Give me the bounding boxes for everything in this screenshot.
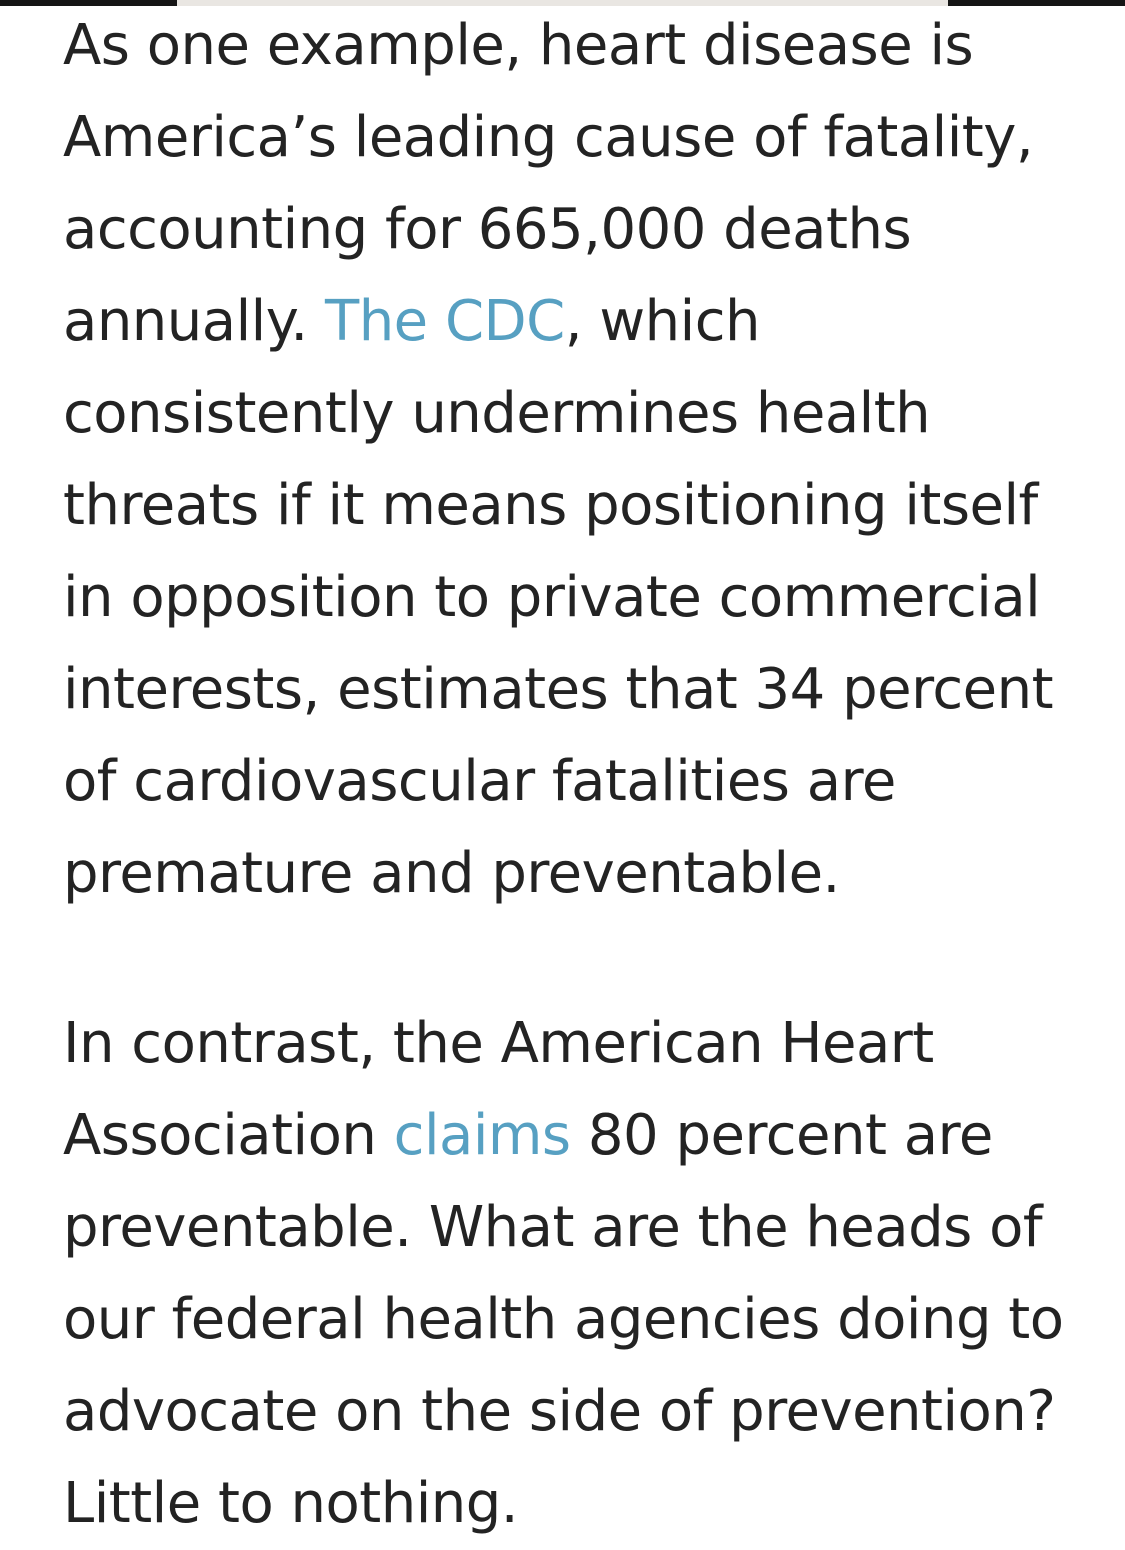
text-run: annually.: [63, 289, 325, 354]
text-run: As one example, heart disease is: [63, 13, 974, 78]
text-run: America’s leading cause of fatality,: [63, 105, 1034, 170]
top-bar-segment-middle-gray: [177, 0, 948, 6]
text-line: [63, 368, 1085, 460]
paragraph-1: [63, 0, 1085, 920]
top-bar-segment-left-black: [0, 0, 177, 6]
text-run: In contrast, the American Heart: [63, 1011, 934, 1076]
text-run: accounting for 665,000 deaths: [63, 197, 912, 262]
text-line: [63, 1274, 1085, 1366]
text-line: [63, 552, 1085, 644]
claims-link[interactable]: claims: [393, 1103, 571, 1168]
text-line: [63, 0, 1085, 92]
text-line: [63, 460, 1085, 552]
text-line: [63, 184, 1085, 276]
text-run: preventable. What are the heads of: [63, 1195, 1043, 1260]
text-line: [63, 276, 1085, 368]
text-line: [63, 1090, 1085, 1182]
text-line: [63, 1458, 1085, 1550]
text-line: [63, 644, 1085, 736]
text-line: [63, 998, 1085, 1090]
text-run: in opposition to private commercial: [63, 565, 1041, 630]
text-line: [63, 1182, 1085, 1274]
text-run: 80 percent are: [570, 1103, 993, 1168]
top-bar: [0, 0, 1125, 6]
text-run: advocate on the side of prevention?: [63, 1379, 1056, 1444]
text-run: Little to nothing.: [63, 1471, 519, 1536]
text-run: our federal health agencies doing to: [63, 1287, 1064, 1352]
text-line: [63, 1366, 1085, 1458]
top-bar-segment-right-black: [948, 0, 1125, 6]
text-line: [63, 736, 1085, 828]
paragraph-2: [63, 998, 1085, 1550]
text-run: premature and preventable.: [63, 841, 840, 906]
text-run: consistently undermines health: [63, 381, 931, 446]
cdc-link[interactable]: The CDC: [324, 289, 565, 354]
text-run: threats if it means positioning itself: [63, 473, 1038, 538]
text-run: Association: [63, 1103, 394, 1168]
text-run: of cardiovascular fatalities are: [63, 749, 896, 814]
text-run: , which: [564, 289, 760, 354]
text-line: [63, 92, 1085, 184]
text-run: interests, estimates that 34 percent: [63, 657, 1054, 722]
text-line: [63, 828, 1085, 920]
